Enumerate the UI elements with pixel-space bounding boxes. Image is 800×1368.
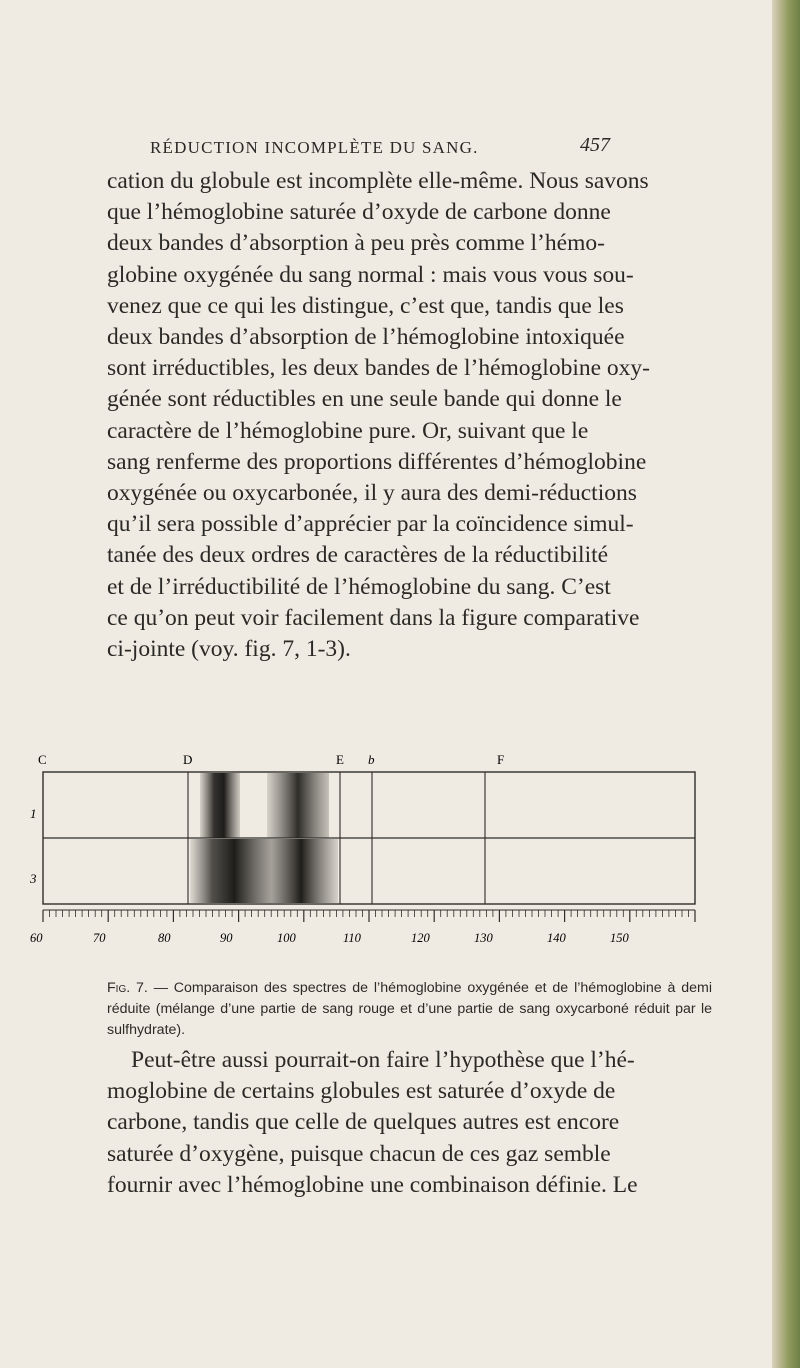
text-line: globine oxygénée du sang normal : mais vous vous sou- [107, 261, 634, 288]
text-line: sang renferme des proportions différentes d’hémoglobine [107, 448, 647, 475]
scale-label-70: 70 [93, 931, 106, 945]
text-line: Peut-être aussi pourrait-on faire l’hypothèse que l’hé- [131, 1047, 635, 1073]
wavelength-scale [43, 910, 695, 922]
running-header [150, 134, 610, 164]
scale-label-140: 140 [547, 931, 566, 945]
scale-label-80: 80 [158, 931, 171, 945]
scale-label-150: 150 [610, 931, 629, 945]
text-line: ce qu’on peut voir facilement dans la figure comparative [107, 604, 640, 631]
text-line: moglobine de certains globules est saturée d’oxyde de [107, 1078, 616, 1105]
text-line: sont irréductibles, les deux bandes de l’hémoglobine oxy- [107, 355, 650, 382]
page-edge-decoration [772, 0, 800, 1368]
text-line: tanée des deux ordres de caractères de la réductibilité [107, 542, 609, 569]
line-label-b: b [368, 752, 375, 767]
absorption-band-row1-beta [267, 773, 329, 838]
line-label-C: C [38, 752, 47, 767]
text-line: venez que ce qui les distingue, c’est que, tandis que les [107, 292, 624, 319]
text-line: ci-jointe (voy. fig. 7, 1-3). [107, 636, 351, 663]
paragraph-2 [107, 1045, 712, 1201]
text-line: que l’hémoglobine saturée d’oxyde de carbone donne [107, 199, 611, 226]
caption-text: — Comparaison des spectres de l’hémoglobine oxygénée et de l’hémoglobine à demi réduite (mélange d’une partie de sang rouge et d’une partie de sang oxycarboné réduit par le sulfhydrate). [107, 980, 712, 1038]
absorption-band-row1-alpha [200, 773, 240, 838]
running-title: RÉDUCTION INCOMPLÈTE DU SANG. [150, 138, 479, 157]
paragraph-1 [107, 166, 712, 665]
text-line: qu’il sera possible d’apprécier par la coïncidence simul- [107, 511, 634, 538]
page-number: 457 [580, 134, 610, 156]
caption-label: Fig. 7. [107, 980, 148, 996]
scale-label-130: 130 [474, 931, 493, 945]
text-line: deux bandes d’absorption à peu près comme l’hémo- [107, 230, 605, 257]
scale-label-120: 120 [411, 931, 430, 945]
text-line: saturée d’oxygène, puisque chacun de ces gaz semble [107, 1140, 611, 1167]
line-label-F: F [497, 752, 505, 767]
text-line: carbone, tandis que celle de quelques autres est encore [107, 1109, 620, 1136]
text-line: oxygénée ou oxycarbonée, il y aura des demi-réductions [107, 480, 637, 507]
scale-label-60: 60 [30, 931, 43, 945]
line-label-D: D [183, 752, 193, 767]
figure-caption [107, 978, 712, 1041]
scale-label-90: 90 [220, 931, 233, 945]
row-label-3: 3 [30, 871, 37, 886]
text-line: fournir avec l’hémoglobine une combinaison définie. Le [107, 1171, 638, 1198]
scale-label-110: 110 [343, 931, 361, 945]
spectrum-figure [30, 752, 730, 977]
row-label-1: 1 [30, 806, 37, 821]
text-line: deux bandes d’absorption de l’hémoglobine intoxiquée [107, 324, 625, 351]
line-label-E: E [336, 752, 344, 767]
text-line: caractère de l’hémoglobine pure. Or, suivant que le [107, 417, 589, 444]
absorption-band-row3-wide [190, 839, 338, 903]
text-line: et de l’irréductibilité de l’hémoglobine du sang. C’est [107, 573, 611, 600]
text-line: cation du globule est incomplète elle-même. Nous savons [107, 168, 649, 194]
scale-label-100: 100 [277, 931, 296, 945]
text-line: génée sont réductibles en une seule bande qui donne le [107, 386, 622, 413]
